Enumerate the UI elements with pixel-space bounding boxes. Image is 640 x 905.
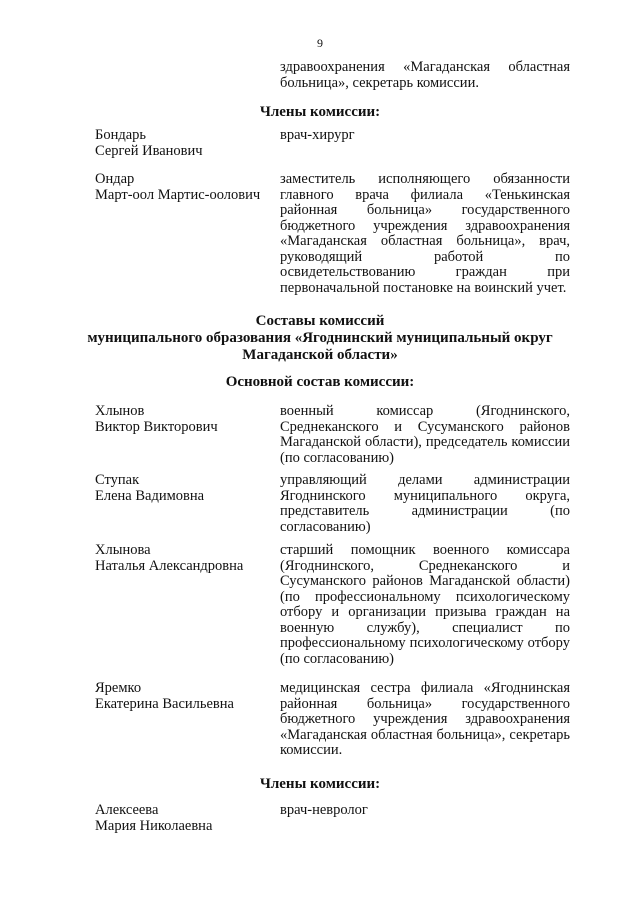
member-surname: Ондар [95,171,135,187]
member-given-names: Март-оол Мартис-оолович [95,186,261,203]
member-role: врач-хирург [280,127,355,143]
member-surname: Бондарь [95,127,147,143]
member-given-names: Наталья Александровна [95,557,244,574]
member-role: медицинская сестра филиала «Ягоднинская районная больница» государственного бюджетного учреждения здравоохранения «Магаданская областная больница», секретарь комиссии. [280,680,570,758]
member-name [95,681,275,712]
section-title-line: Составы комиссий [255,313,385,329]
member-role: военный комиссар (Ягоднинского, Среднеканского и Сусуманского районов Магаданской области), председатель комиссии (по согласованию) [280,403,570,466]
member-given-names: Виктор Викторович [95,418,218,435]
member-name [95,172,275,203]
members-heading-first: Члены комиссии: [259,104,381,120]
top-continuation-text: здравоохранения «Магаданская областная больница», секретарь комиссии. [280,59,570,91]
member-given-names: Екатерина Васильевна [95,695,234,712]
member-role: старший помощник военного комиссара (Ягоднинского, Среднеканского и Сусуманского районов Магаданской области) (по профессиональному психологическому отбору и организации призыва граждан на военную службу), специалист по профессиональному психологическому отбору (по согласованию) [280,542,570,667]
members-heading-second: Члены комиссии: [259,776,381,792]
member-surname: Алексеева [95,802,159,818]
page-number: 9 [317,36,323,50]
member-name [95,803,275,834]
member-surname: Хлынова [95,542,151,558]
member-name [95,473,275,504]
member-name [95,404,275,435]
member-name [95,128,275,159]
main-composition-heading: Основной состав комиссии: [225,374,415,390]
section-title [0,313,640,364]
member-role: заместитель исполняющего обязанности главного врача филиала «Тенькинская районная больница» государственного бюджетного учреждения здравоохранения «Магаданская областная больница», врач, руководящий работой по освидетельствованию граждан при первоначальной постановке на воинский учет. [280,171,570,296]
member-role: управляющий делами администрации Ягоднинского муниципального округа, представитель администрации (по согласованию) [280,472,570,535]
member-given-names: Сергей Иванович [95,142,203,159]
member-given-names: Мария Николаевна [95,817,213,834]
member-surname: Ступак [95,472,140,488]
section-title-line: Магаданской области» [242,347,398,363]
member-surname: Хлынов [95,403,145,419]
member-role: врач-невролог [280,802,368,818]
member-surname: Яремко [95,680,142,696]
member-given-names: Елена Вадимовна [95,487,205,504]
section-title-line: муниципального образования «Ягоднинский муниципальный округ [87,330,553,346]
member-name [95,543,275,574]
